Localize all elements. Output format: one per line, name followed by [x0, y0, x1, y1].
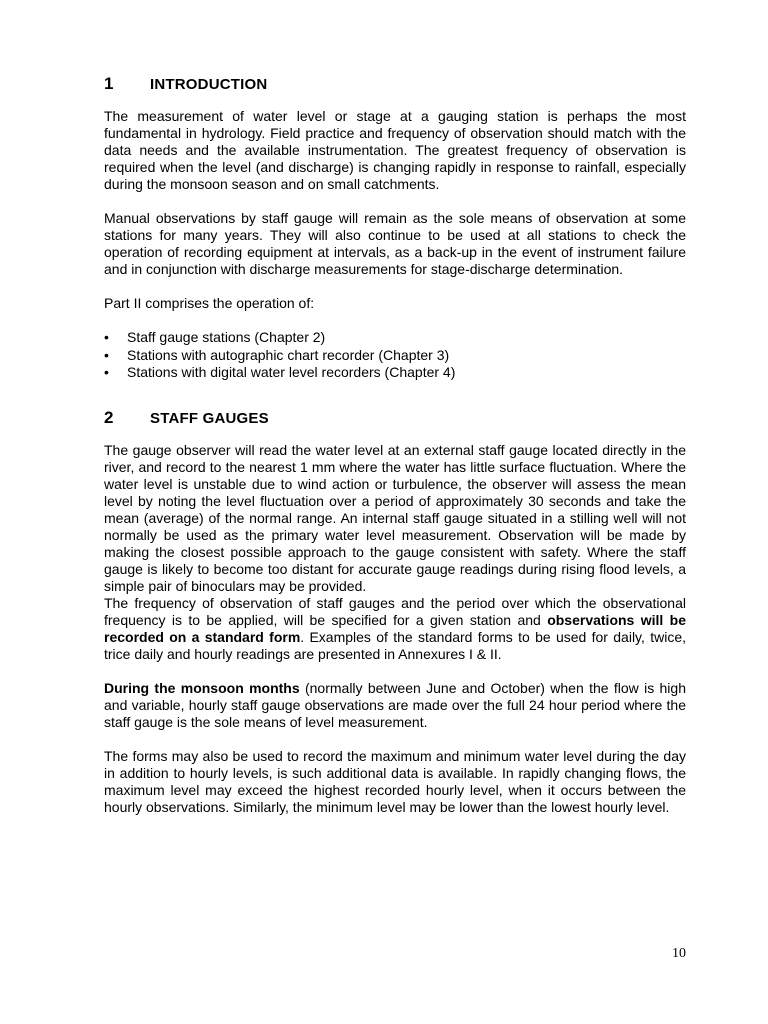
list-item-text: Stations with autographic chart recorder (Chapter 3) — [127, 346, 450, 363]
section-heading-staff-gauges — [104, 408, 686, 428]
list-item — [104, 347, 686, 365]
list-item — [104, 364, 686, 382]
document-page — [104, 72, 686, 816]
list-item-text: Staff gauge stations (Chapter 2) — [127, 329, 326, 345]
section-heading-introduction — [104, 74, 686, 94]
list-item-text: Stations with digital water level recorders (Chapter 4) — [127, 364, 456, 380]
section-number: 1 — [104, 74, 114, 93]
section-number: 2 — [104, 407, 114, 427]
intro-paragraph-3: Part II comprises the operation of: — [104, 295, 315, 311]
staff-gauges-paragraph-3 — [104, 680, 686, 731]
chapter-list — [104, 329, 686, 382]
intro-paragraph-2: Manual observations by staff gauge will remain as the sole means of observation at some stations for many years. They will also continue to be used at all stations to check the operation of recording equipment at intervals, as a back-up in the event of instrument failure and in conjunction with discharge measurements for stage-discharge determination. — [104, 210, 686, 277]
list-item — [104, 329, 686, 347]
emphasis-text: observations will be recorded on a standard form — [104, 611, 686, 645]
staff-gauges-paragraph-1: The gauge observer will read the water level at an external staff gauge located directly in the river, and record to the nearest 1 mm where the water has little surface fluctuation. Where the water level is unstable due to wind action or turbulence, the observer will assess the mean level by noting the level fluctuation over a period of approximately 30 seconds and take the mean (average) of the normal range. An internal staff gauge situated in a stilling well will not normally be used as the primary water level measurement. Observation will be made by making the closest possible approach to the gauge consistent with safety. Where the staff gauge is likely to become too distant for accurate gauge readings during rising flood levels, a simple pair of binoculars may be provided. — [104, 441, 686, 594]
section-title: STAFF GAUGES — [150, 409, 269, 427]
paragraph-text: The frequency of observation of staff gauges and the period over which the observational frequency is to be applied, will be specified for a given station and — [104, 594, 686, 628]
bullet-icon: • — [104, 329, 109, 345]
intro-paragraph-1: The measurement of water level or stage at a gauging station is perhaps the most fundamental in hydrology. Field practice and frequency of observation should match with the data needs and the available instrumentation. The greatest frequency of observation is required when the level (and discharge) is changing rapidly in response to rainfall, especially during the monsoon season and on small catchments. — [104, 108, 686, 192]
page-number: 10 — [672, 946, 686, 961]
staff-gauges-paragraph-2 — [104, 595, 686, 663]
paragraph-text: (normally between June and October) when the flow is high and variable, hourly staff gauge observations are made over the full 24 hour period where the staff gauge is the sole means of level measurement. — [104, 679, 686, 730]
staff-gauges-paragraph-4: The forms may also be used to record the maximum and minimum water level during the day in addition to hourly levels, is such additional data is available. In rapidly changing flows, the maximum level may exceed the highest recorded hourly level, when it occurs between the hourly observations. Similarly, the minimum level may be lower than the lowest hourly level. — [104, 747, 686, 815]
emphasis-text: During the monsoon months — [104, 679, 300, 696]
bullet-icon: • — [104, 364, 109, 380]
section-title: INTRODUCTION — [150, 76, 268, 93]
paragraph-text: . Examples of the standard forms to be used for daily, twice, trice daily and hourly readings are presented in Annexures I & II. — [104, 628, 686, 662]
bullet-icon: • — [104, 346, 109, 363]
